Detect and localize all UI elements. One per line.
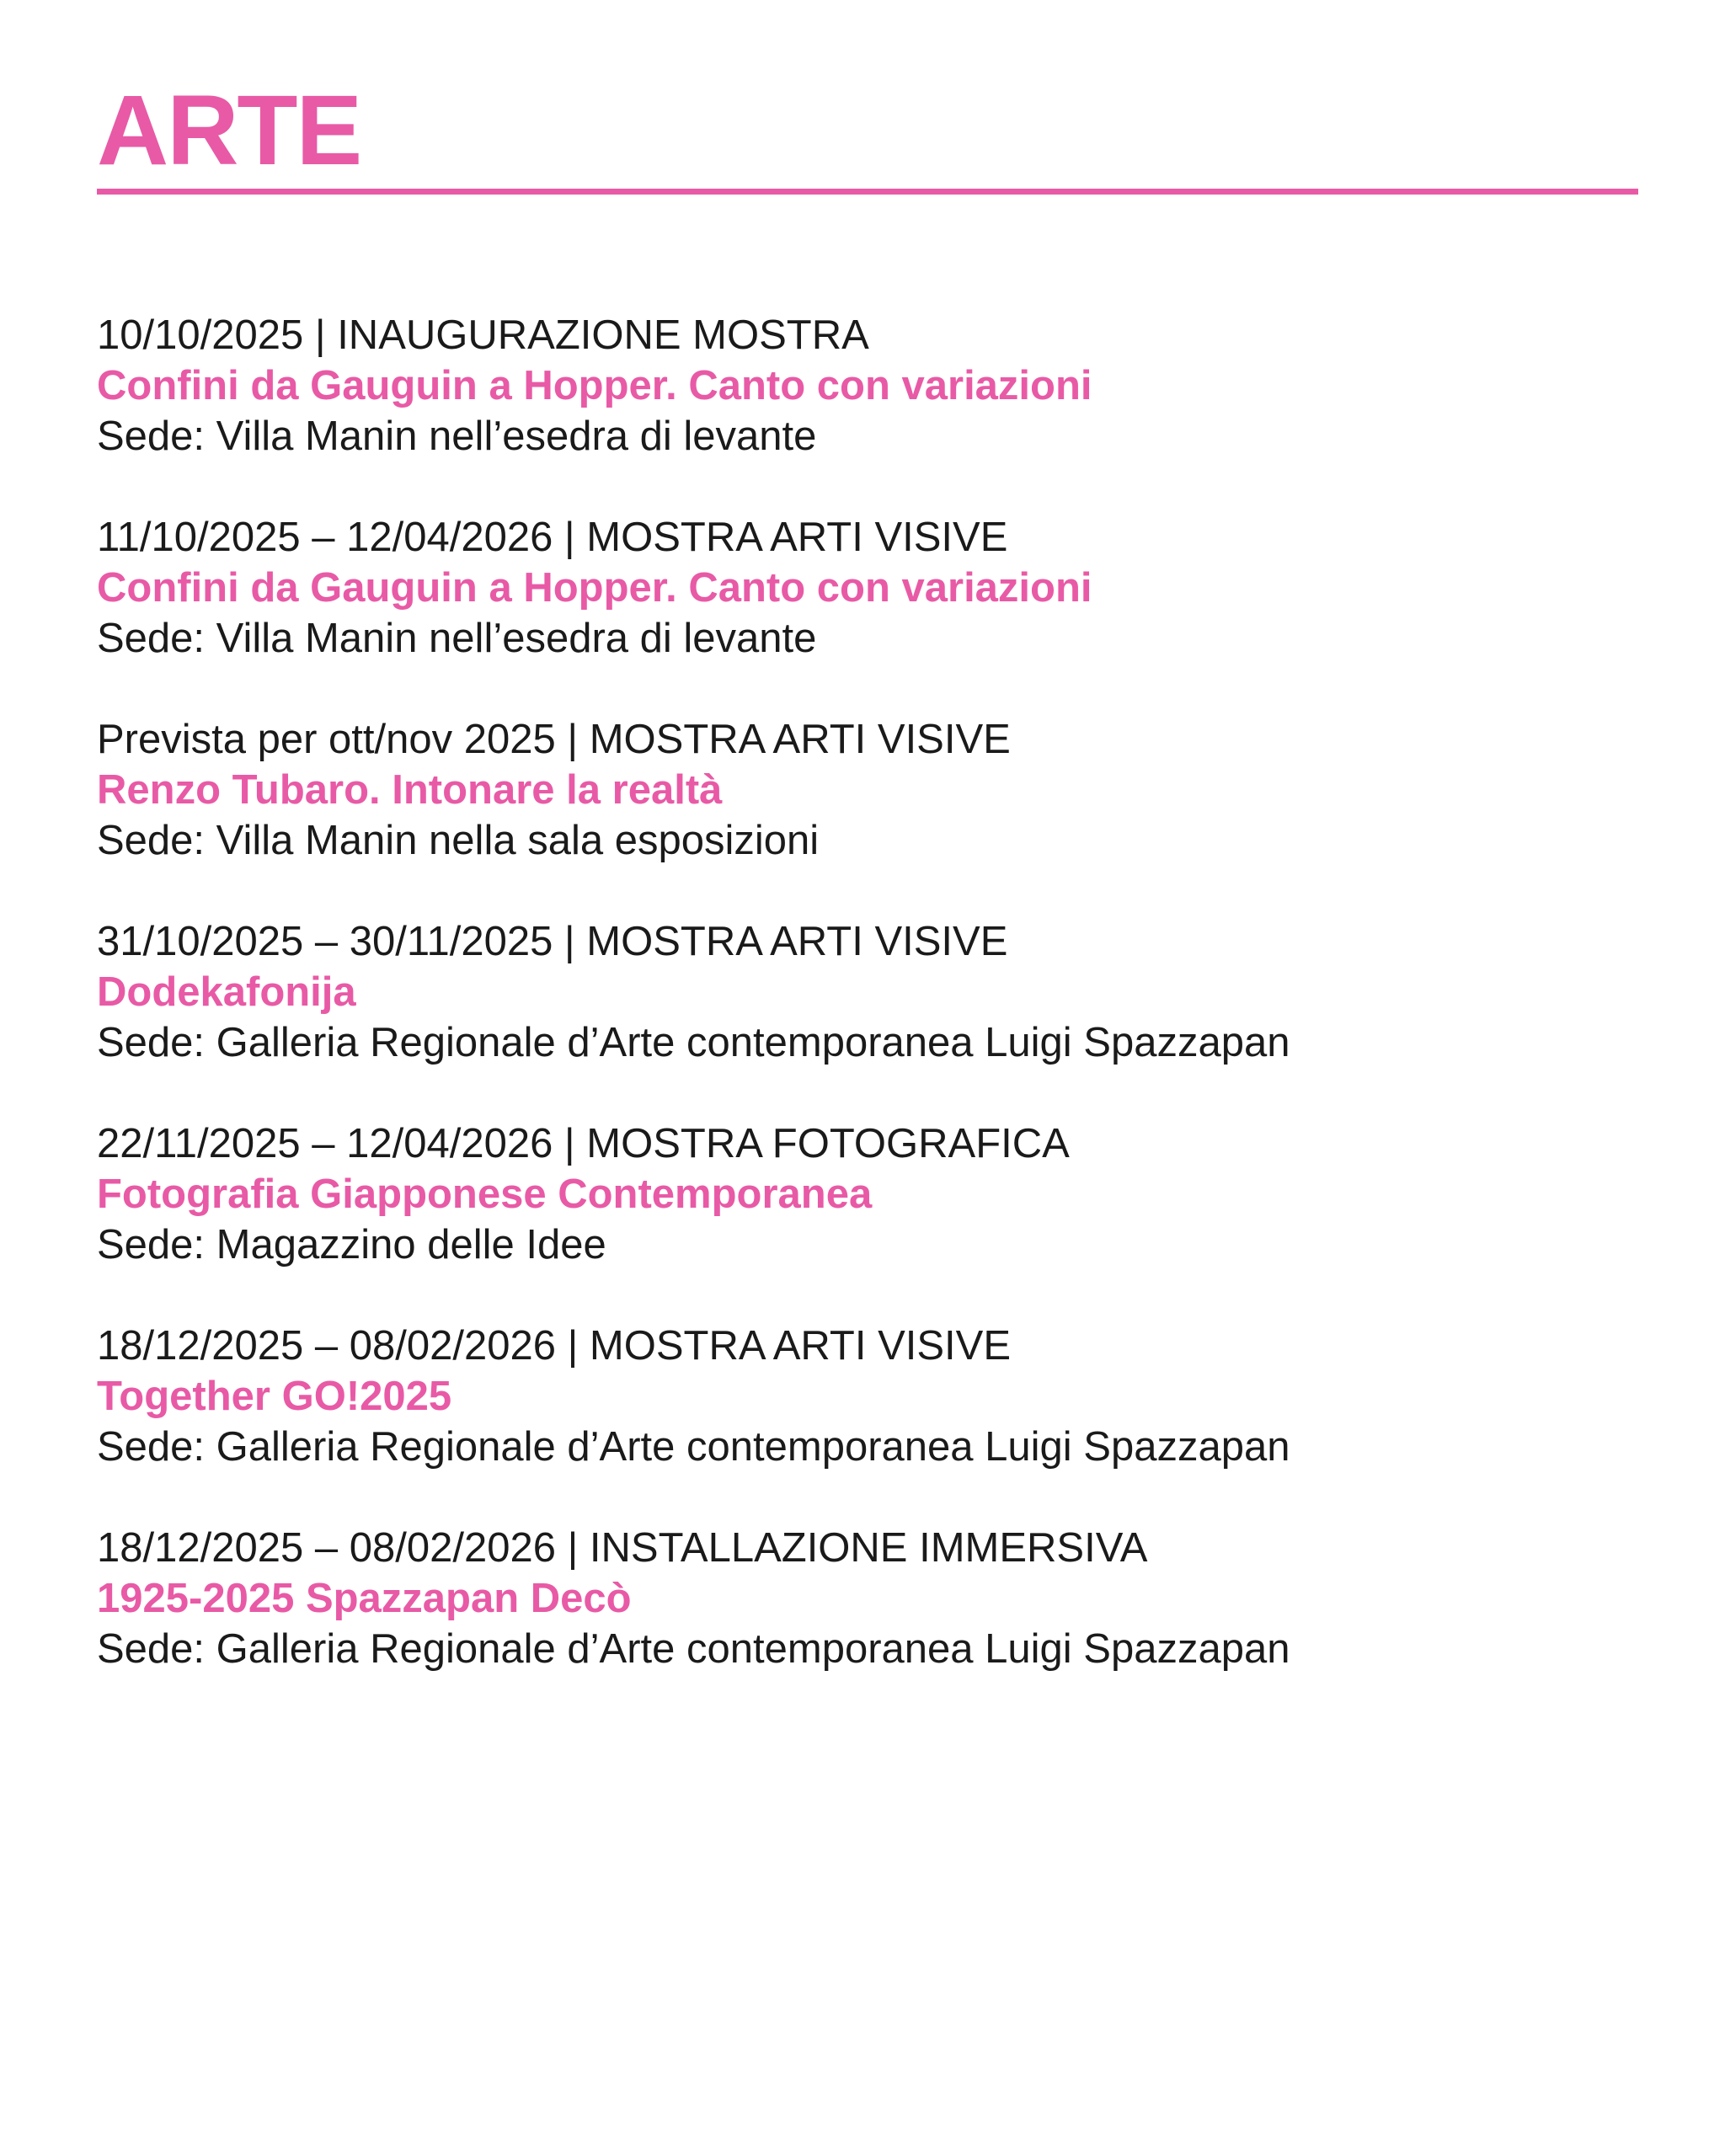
event-date-type: 18/12/2025 – 08/02/2026 | MOSTRA ARTI VISIVE <box>97 1323 1012 1369</box>
section-title: ARTE <box>97 75 361 186</box>
event-title: Renzo Tubaro. Intonare la realtà <box>97 767 723 813</box>
event-item <box>97 310 1638 512</box>
event-title: Confini da Gauguin a Hopper. Canto con variazioni <box>97 363 1092 408</box>
event-list <box>97 310 1638 1725</box>
event-title: Together GO!2025 <box>97 1374 452 1419</box>
event-title: 1925-2025 Spazzapan Decò <box>97 1576 632 1621</box>
title-divider <box>97 189 1638 195</box>
event-venue: Sede: Galleria Regionale d’Arte contemporanea Luigi Spazzapan <box>97 1626 1290 1672</box>
event-venue: Sede: Villa Manin nell’esedra di levante <box>97 414 817 459</box>
event-venue: Sede: Villa Manin nell’esedra di levante <box>97 616 817 661</box>
event-title: Dodekafonija <box>97 969 356 1015</box>
event-item <box>97 1523 1638 1725</box>
event-venue: Sede: Magazzino delle Idee <box>97 1222 606 1267</box>
event-venue: Sede: Galleria Regionale d’Arte contemporanea Luigi Spazzapan <box>97 1020 1290 1065</box>
event-date-type: 22/11/2025 – 12/04/2026 | MOSTRA FOTOGRAFICA <box>97 1121 1070 1166</box>
event-date-type: Prevista per ott/nov 2025 | MOSTRA ARTI VISIVE <box>97 717 1011 762</box>
event-date-type: 10/10/2025 | INAUGURAZIONE MOSTRA <box>97 312 869 358</box>
event-item <box>97 1118 1638 1321</box>
event-item <box>97 1321 1638 1523</box>
event-date-type: 18/12/2025 – 08/02/2026 | INSTALLAZIONE IMMERSIVA <box>97 1525 1148 1571</box>
event-item <box>97 512 1638 714</box>
event-venue: Sede: Galleria Regionale d’Arte contemporanea Luigi Spazzapan <box>97 1424 1290 1470</box>
event-title: Confini da Gauguin a Hopper. Canto con variazioni <box>97 565 1092 611</box>
event-item <box>97 916 1638 1118</box>
event-date-type: 31/10/2025 – 30/11/2025 | MOSTRA ARTI VISIVE <box>97 919 1008 964</box>
event-item <box>97 714 1638 916</box>
event-venue: Sede: Villa Manin nella sala esposizioni <box>97 818 820 863</box>
event-title: Fotografia Giapponese Contemporanea <box>97 1171 873 1217</box>
event-date-type: 11/10/2025 – 12/04/2026 | MOSTRA ARTI VISIVE <box>97 515 1008 560</box>
